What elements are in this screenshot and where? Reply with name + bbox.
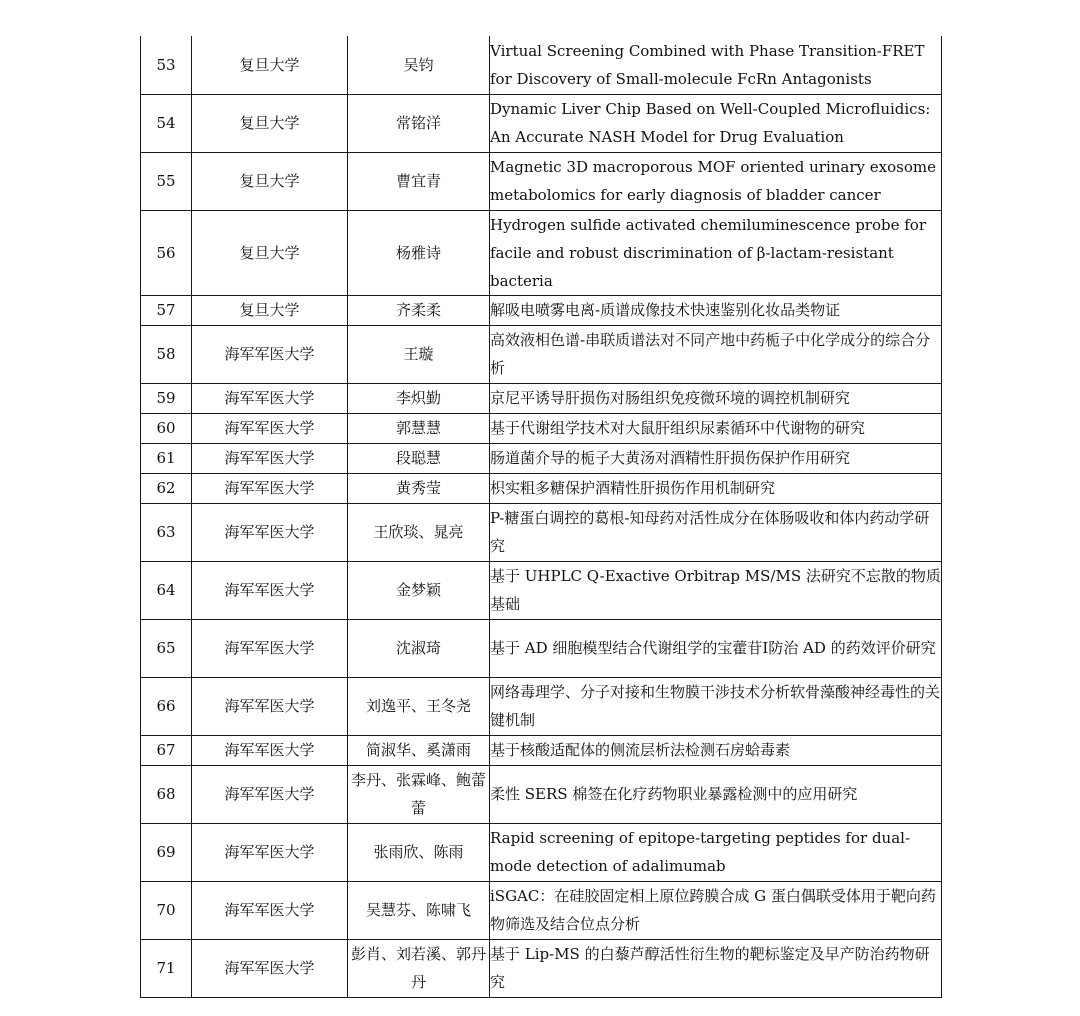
paper-title: 高效液相色谱-串联质谱法对不同产地中药栀子中化学成分的综合分析 [490,325,942,383]
paper-title: Rapid screening of epitope-targeting peptides for dual-mode detection of adalimumab [490,823,942,881]
school-name: 海军军医大学 [192,881,348,939]
table-row [141,619,942,677]
table-row [141,383,942,413]
author-names: 刘逸平、王冬尧 [348,677,490,735]
author-names: 张雨欣、陈雨 [348,823,490,881]
author-names: 常铭洋 [348,94,490,152]
school-name: 海军军医大学 [192,823,348,881]
table-row [141,152,942,210]
school-name: 复旦大学 [192,295,348,325]
table-row [141,473,942,503]
school-name: 海军军医大学 [192,503,348,561]
author-names: 吴慧芬、陈啸飞 [348,881,490,939]
row-number: 65 [141,619,192,677]
paper-title: Virtual Screening Combined with Phase Transition-FRET for Discovery of Small-molecule FcRn Antagonists [490,36,942,94]
paper-title: 解吸电喷雾电离-质谱成像技术快速鉴别化妆品类物证 [490,295,942,325]
author-names: 杨雅诗 [348,210,490,295]
paper-title: 基于代谢组学技术对大鼠肝组织尿素循环中代谢物的研究 [490,413,942,443]
author-names: 吴钧 [348,36,490,94]
author-names: 李丹、张霖峰、鲍蕾蕾 [348,765,490,823]
table-row [141,823,942,881]
row-number: 66 [141,677,192,735]
paper-title: 基于核酸适配体的侧流层析法检测石房蛤毒素 [490,735,942,765]
table-row [141,36,942,94]
school-name: 海军军医大学 [192,765,348,823]
table-row [141,939,942,997]
paper-title: Magnetic 3D macroporous MOF oriented urinary exosome metabolomics for early diagnosis of bladder cancer [490,152,942,210]
row-number: 58 [141,325,192,383]
table-row [141,413,942,443]
school-name: 海军军医大学 [192,325,348,383]
paper-title: Hydrogen sulfide activated chemiluminescence probe for facile and robust discrimination of β-lactam-resistant bacteria [490,210,942,295]
table-body [141,36,942,997]
table-row [141,443,942,473]
school-name: 海军军医大学 [192,443,348,473]
row-number: 67 [141,735,192,765]
table-row [141,210,942,295]
paper-title: 基于 AD 细胞模型结合代谢组学的宝藿苷I防治 AD 的药效评价研究 [490,619,942,677]
row-number: 55 [141,152,192,210]
row-number: 70 [141,881,192,939]
table-row [141,561,942,619]
school-name: 海军军医大学 [192,473,348,503]
row-number: 63 [141,503,192,561]
author-names: 沈淑琦 [348,619,490,677]
table-row [141,94,942,152]
row-number: 59 [141,383,192,413]
table-row [141,295,942,325]
author-names: 王璇 [348,325,490,383]
paper-title: 柔性 SERS 棉签在化疗药物职业暴露检测中的应用研究 [490,765,942,823]
paper-title: 基于 Lip-MS 的白藜芦醇活性衍生物的靶标鉴定及早产防治药物研究 [490,939,942,997]
author-names: 郭慧慧 [348,413,490,443]
paper-title: 枳实粗多糖保护酒精性肝损伤作用机制研究 [490,473,942,503]
author-names: 曹宜青 [348,152,490,210]
school-name: 复旦大学 [192,36,348,94]
table-row [141,325,942,383]
paper-title: Dynamic Liver Chip Based on Well-Coupled Microfluidics: An Accurate NASH Model for Drug Evaluation [490,94,942,152]
row-number: 53 [141,36,192,94]
paper-title: iSGAC：在硅胶固定相上原位跨膜合成 G 蛋白偶联受体用于靶向药物筛选及结合位点分析 [490,881,942,939]
school-name: 复旦大学 [192,210,348,295]
row-number: 62 [141,473,192,503]
school-name: 海军军医大学 [192,413,348,443]
author-names: 李炽勤 [348,383,490,413]
row-number: 60 [141,413,192,443]
paper-title: 肠道菌介导的栀子大黄汤对酒精性肝损伤保护作用研究 [490,443,942,473]
paper-title: 网络毒理学、分子对接和生物膜干涉技术分析软骨藻酸神经毒性的关键机制 [490,677,942,735]
author-names: 黄秀莹 [348,473,490,503]
author-names: 齐柔柔 [348,295,490,325]
school-name: 海军军医大学 [192,383,348,413]
row-number: 56 [141,210,192,295]
paper-title: P-糖蛋白调控的葛根-知母药对活性成分在体肠吸收和体内药动学研究 [490,503,942,561]
row-number: 69 [141,823,192,881]
table-row [141,735,942,765]
school-name: 海军军医大学 [192,939,348,997]
row-number: 54 [141,94,192,152]
award-list-table [140,36,942,998]
author-names: 简淑华、奚潇雨 [348,735,490,765]
row-number: 61 [141,443,192,473]
author-names: 彭肖、刘若溪、郭丹丹 [348,939,490,997]
row-number: 71 [141,939,192,997]
table-row [141,503,942,561]
paper-title: 京尼平诱导肝损伤对肠组织免疫微环境的调控机制研究 [490,383,942,413]
school-name: 海军军医大学 [192,677,348,735]
paper-title: 基于 UHPLC Q-Exactive Orbitrap MS/MS 法研究不忘散的物质基础 [490,561,942,619]
author-names: 段聪慧 [348,443,490,473]
author-names: 金梦颖 [348,561,490,619]
school-name: 海军军医大学 [192,735,348,765]
row-number: 68 [141,765,192,823]
school-name: 复旦大学 [192,152,348,210]
author-names: 王欣琰、晁亮 [348,503,490,561]
school-name: 海军军医大学 [192,619,348,677]
table-row [141,765,942,823]
table-row [141,881,942,939]
school-name: 复旦大学 [192,94,348,152]
table-row [141,677,942,735]
row-number: 57 [141,295,192,325]
row-number: 64 [141,561,192,619]
school-name: 海军军医大学 [192,561,348,619]
